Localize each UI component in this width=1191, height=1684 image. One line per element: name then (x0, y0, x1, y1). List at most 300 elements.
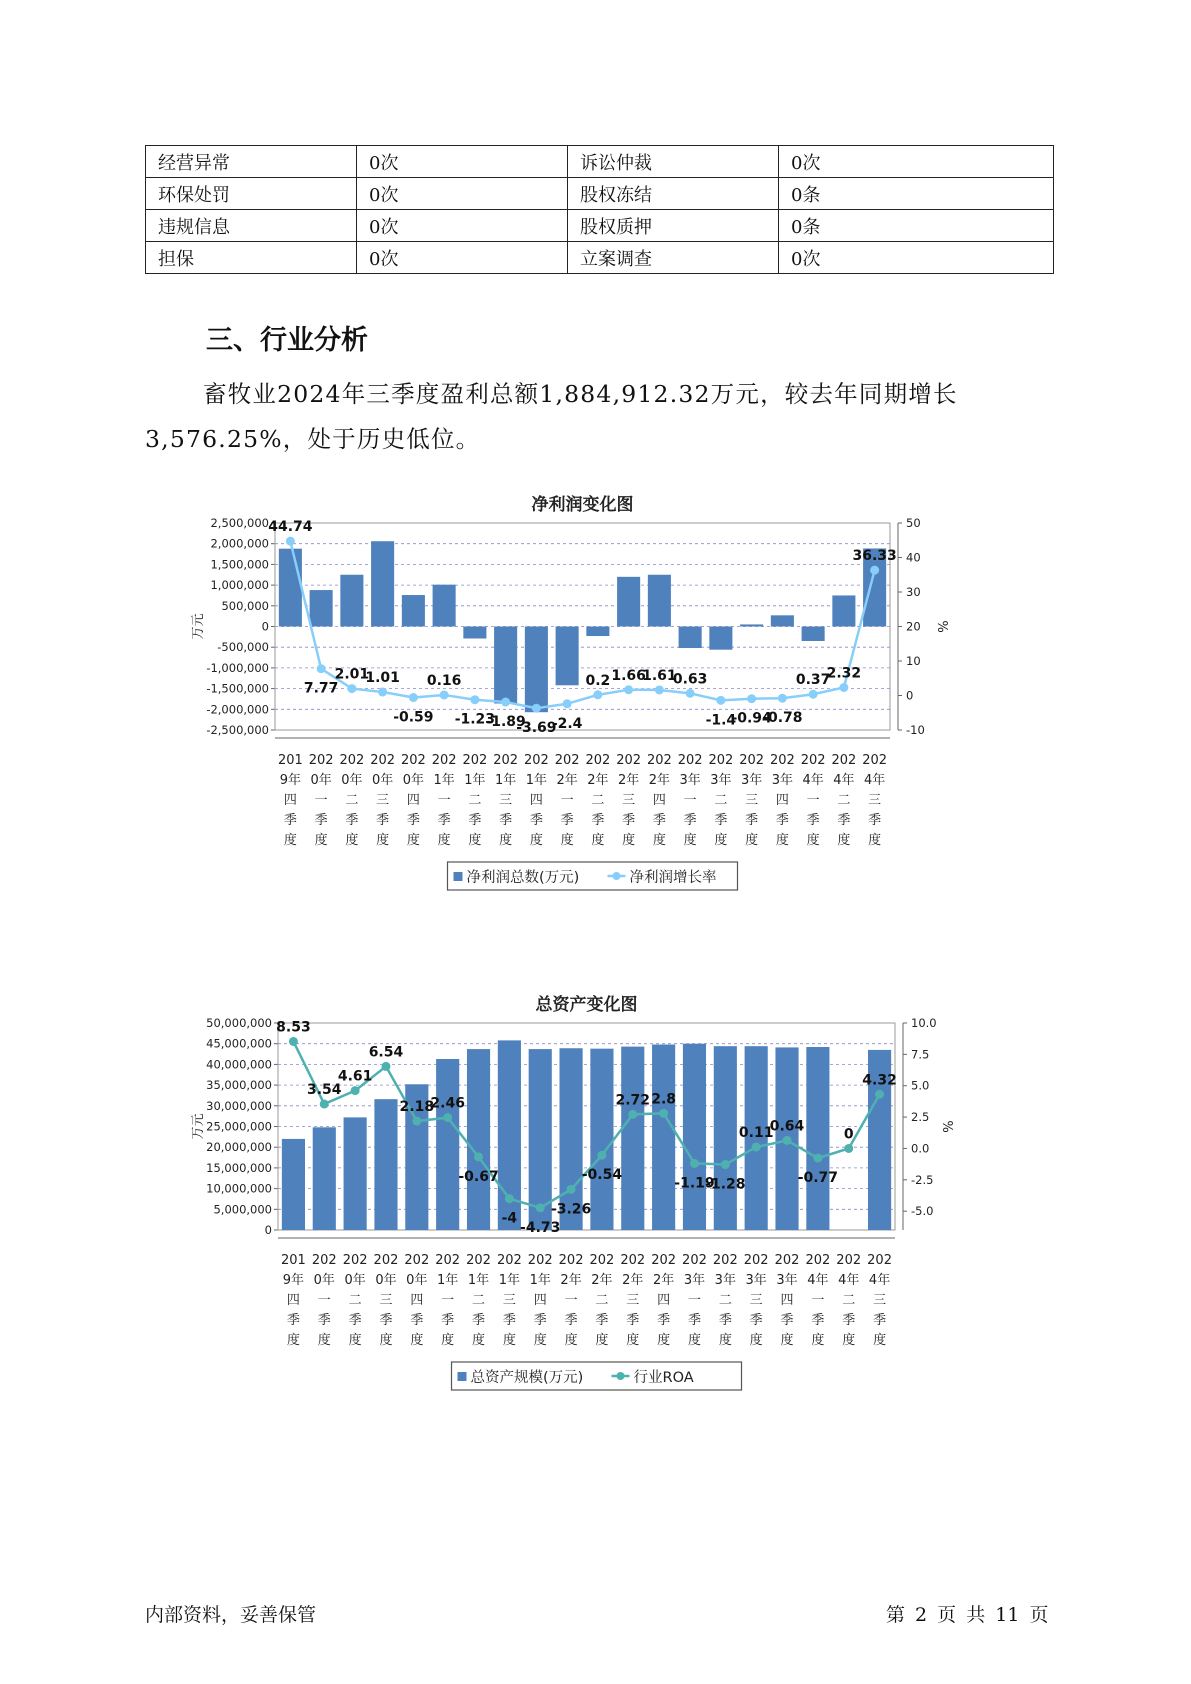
data-label: 0.2 (585, 672, 611, 689)
data-label: 8.53 (276, 1019, 311, 1036)
y-tick-label: -500,000 (217, 640, 269, 655)
x-tick-label: 202 (800, 753, 826, 768)
y-tick-label: 25,000,000 (206, 1119, 272, 1134)
x-tick-label: 9年 (282, 1273, 305, 1288)
x-tick-label: 2年 (560, 1273, 582, 1288)
x-tick-label: 一 (687, 1293, 701, 1308)
chart-point (474, 1152, 483, 1161)
section-title: 三、行业分析 (206, 325, 368, 356)
y-tick-label: 10,000,000 (206, 1181, 272, 1196)
x-tick-label: 度 (348, 1333, 362, 1348)
chart-point (839, 683, 848, 692)
x-tick-label: 4年 (802, 773, 824, 788)
y-tick-label: 15,000,000 (206, 1160, 272, 1175)
table-row (146, 210, 1054, 242)
x-tick-label: 季 (410, 1313, 424, 1328)
x-tick-label: 度 (286, 1333, 300, 1348)
chart-bar (344, 1117, 367, 1230)
x-tick-label: 季 (842, 1313, 856, 1328)
chart-bar (310, 590, 333, 626)
y2-tick-label: 0.0 (911, 1141, 930, 1156)
x-tick-label: 202 (867, 1253, 892, 1268)
x-tick-label: 二 (468, 793, 482, 808)
x-tick-label: 季 (379, 1313, 393, 1328)
x-tick-label: 202 (620, 1253, 646, 1268)
x-tick-label: 0年 (371, 773, 394, 788)
chart-point (505, 1194, 514, 1203)
x-tick-label: 度 (502, 1333, 516, 1348)
total-assets-chart (180, 990, 980, 1445)
y2-tick-label: -2.5 (911, 1172, 934, 1187)
chart-bar (433, 585, 456, 627)
data-label: -0.54 (581, 1167, 623, 1184)
x-tick-label: 二 (718, 1293, 732, 1308)
x-tick-label: 季 (683, 813, 697, 828)
chart-bar (679, 627, 702, 649)
x-tick-label: 1年 (433, 773, 455, 788)
x-tick-label: 季 (714, 813, 728, 828)
x-tick-label: 度 (745, 833, 759, 848)
x-tick-label: 度 (718, 1333, 732, 1348)
x-tick-label: 度 (437, 833, 451, 848)
x-tick-label: 度 (842, 1333, 856, 1348)
x-tick-label: 202 (585, 753, 611, 768)
y-tick-label: -2,000,000 (206, 702, 269, 717)
table-cell-value: 0条 (779, 178, 1054, 210)
chart-bar (832, 595, 855, 626)
y2-tick-label: 20 (906, 619, 921, 634)
data-label: 2.32 (826, 665, 862, 682)
x-tick-label: 季 (622, 813, 636, 828)
x-tick-label: 度 (441, 1333, 455, 1348)
x-tick-label: 202 (466, 1253, 491, 1268)
x-tick-label: 2年 (652, 1273, 675, 1288)
x-tick-label: 三 (499, 793, 513, 808)
table-row (146, 242, 1054, 274)
x-tick-label: 季 (560, 813, 574, 828)
y2-tick-label: -10 (906, 723, 925, 737)
data-label: 3.54 (307, 1082, 342, 1099)
legend-point-swatch (617, 1372, 625, 1380)
x-tick-label: 二 (595, 1293, 609, 1308)
chart-point (381, 1062, 390, 1071)
x-tick-label: 度 (622, 833, 636, 848)
y-tick-label: -1,000,000 (206, 660, 269, 675)
chart-point (501, 698, 510, 707)
x-tick-label: 202 (774, 1253, 800, 1268)
x-tick-label: 三 (379, 1293, 393, 1308)
table-cell-value: 0条 (779, 210, 1054, 242)
x-tick-label: 度 (775, 833, 789, 848)
x-tick-label: 度 (652, 833, 666, 848)
chart-bar (374, 1099, 397, 1230)
chart-bar (494, 627, 517, 704)
x-tick-label: 度 (657, 1333, 671, 1348)
x-tick-label: 度 (806, 833, 820, 848)
table-cell-label: 环保处罚 (146, 178, 357, 210)
net-profit-chart (180, 490, 980, 945)
table-cell-label: 经营异常 (146, 146, 357, 178)
x-tick-label: 季 (441, 1313, 455, 1328)
table-row (146, 178, 1054, 210)
x-tick-label: 一 (683, 793, 697, 808)
x-tick-label: 季 (406, 813, 420, 828)
x-tick-label: 3年 (714, 1273, 736, 1288)
y2-tick-label: 30 (906, 585, 921, 599)
x-tick-label: 度 (873, 1333, 887, 1348)
x-tick-label: 202 (308, 753, 334, 768)
x-tick-label: 度 (529, 833, 543, 848)
x-tick-label: 4年 (833, 773, 855, 788)
chart-title: 总资产变化图 (535, 995, 638, 1015)
chart-bar (802, 627, 825, 641)
x-tick-label: 201 (281, 1253, 306, 1268)
chart-point (752, 1143, 761, 1152)
footer-page-number: 第 2 页 共 11 页 (886, 1604, 1049, 1626)
x-tick-label: 202 (646, 753, 672, 768)
x-tick-label: 季 (283, 813, 297, 828)
chart-bar (590, 1049, 613, 1230)
x-tick-label: 202 (712, 1253, 738, 1268)
data-label: 1.01 (365, 670, 400, 687)
x-tick-label: 度 (499, 833, 513, 848)
x-tick-label: 3年 (679, 773, 701, 788)
data-label: 6.54 (368, 1044, 404, 1061)
x-tick-label: 季 (314, 813, 328, 828)
x-tick-label: 0年 (310, 773, 332, 788)
x-tick-label: 202 (404, 1253, 430, 1268)
chart-bar (648, 575, 671, 627)
x-tick-label: 1年 (529, 1273, 551, 1288)
x-tick-label: 202 (493, 753, 519, 768)
x-tick-label: 四 (652, 793, 666, 808)
x-tick-label: 度 (406, 833, 420, 848)
chart-point (593, 690, 602, 699)
y-tick-label: 1,000,000 (210, 578, 269, 593)
data-label: 0.63 (672, 671, 708, 688)
x-tick-label: 0年 (402, 773, 425, 788)
y-tick-label: -1,500,000 (206, 681, 269, 696)
y-tick-label: 40,000,000 (206, 1057, 272, 1072)
chart-point (378, 688, 387, 697)
data-label: 0.11 (738, 1125, 774, 1142)
x-tick-label: 202 (769, 753, 795, 768)
chart-bar (586, 627, 609, 637)
x-tick-label: 季 (780, 1313, 794, 1328)
chart-point (317, 664, 326, 673)
x-tick-label: 季 (376, 813, 390, 828)
x-tick-label: 度 (564, 1333, 578, 1348)
data-label: -4 (501, 1210, 518, 1227)
data-label: -1.23 (454, 711, 496, 728)
x-tick-label: 1年 (437, 1273, 459, 1288)
data-label: 1.66 (611, 667, 646, 684)
data-label: 36.33 (852, 548, 897, 565)
x-tick-label: 季 (868, 813, 882, 828)
chart-title: 净利润变化图 (531, 495, 634, 515)
y2-tick-label: -5.0 (911, 1204, 934, 1219)
x-tick-label: 一 (806, 793, 820, 808)
x-tick-label: 季 (499, 813, 513, 828)
table-cell-value: 0次 (357, 178, 568, 210)
x-tick-label: 二 (714, 793, 728, 808)
chart-bar (279, 549, 302, 627)
x-tick-label: 1年 (494, 773, 517, 788)
x-tick-label: 202 (462, 753, 488, 768)
x-tick-label: 季 (657, 1313, 671, 1328)
table-cell-value: 0次 (357, 242, 568, 274)
x-tick-label: 4年 (863, 773, 886, 788)
x-tick-label: 2年 (591, 1273, 613, 1288)
y-tick-label: -2,500,000 (206, 723, 269, 737)
risk-summary-table (145, 145, 1054, 274)
x-tick-label: 度 (749, 1333, 763, 1348)
x-tick-label: 一 (437, 793, 451, 808)
x-tick-label: 季 (591, 813, 605, 828)
x-tick-label: 二 (348, 1293, 362, 1308)
chart-bar (652, 1045, 675, 1230)
x-tick-label: 季 (564, 1313, 578, 1328)
data-label: -0.59 (393, 709, 434, 726)
x-tick-label: 季 (437, 813, 451, 828)
chart-bar (282, 1139, 305, 1230)
x-tick-label: 三 (622, 793, 636, 808)
x-tick-label: 四 (283, 793, 297, 808)
x-tick-label: 季 (873, 1313, 887, 1328)
footer-confidential: 内部资料，妥善保管 (145, 1604, 317, 1626)
x-tick-label: 202 (682, 1253, 707, 1268)
x-tick-label: 一 (317, 1293, 331, 1308)
y-tick-label: 0 (261, 619, 269, 634)
x-tick-label: 4年 (868, 1273, 891, 1288)
x-tick-label: 三 (502, 1293, 516, 1308)
x-tick-label: 季 (472, 1313, 486, 1328)
x-tick-label: 四 (775, 793, 789, 808)
data-label: 0.16 (426, 672, 462, 689)
x-tick-label: 度 (345, 833, 359, 848)
data-label: -0.67 (458, 1168, 499, 1185)
chart-point (844, 1144, 853, 1153)
data-label: 0 (843, 1126, 854, 1143)
x-tick-label: 四 (657, 1293, 671, 1308)
chart-bar (617, 577, 640, 627)
x-tick-label: 度 (837, 833, 851, 848)
data-label: -0.94 (731, 710, 772, 727)
chart-point (536, 1203, 545, 1212)
x-tick-label: 3年 (776, 1273, 798, 1288)
chart-point (747, 694, 756, 703)
x-tick-label: 202 (616, 753, 642, 768)
x-tick-label: 四 (406, 793, 420, 808)
y2-tick-label: 7.5 (911, 1047, 930, 1062)
x-tick-label: 202 (836, 1253, 862, 1268)
x-tick-label: 度 (314, 833, 328, 848)
x-tick-label: 202 (370, 753, 396, 768)
x-tick-label: 二 (837, 793, 851, 808)
x-tick-label: 1年 (525, 773, 548, 788)
x-tick-label: 度 (317, 1333, 331, 1348)
data-label: 4.32 (862, 1072, 897, 1089)
data-label: 7.77 (303, 680, 339, 697)
data-label: 1.61 (642, 667, 677, 684)
y2-tick-label: 10 (906, 654, 921, 668)
table-cell-value: 0次 (357, 210, 568, 242)
x-tick-label: 一 (441, 1293, 455, 1308)
x-tick-label: 一 (564, 1293, 578, 1308)
data-label: 2.01 (334, 666, 370, 683)
chart-bar (467, 1049, 490, 1230)
x-tick-label: 季 (502, 1313, 516, 1328)
x-tick-label: 三 (745, 793, 759, 808)
legend-entry: 净利润总数(万元) (466, 870, 580, 886)
x-tick-label: 202 (743, 1253, 769, 1268)
x-tick-label: 2年 (556, 773, 578, 788)
x-tick-label: 三 (626, 1293, 640, 1308)
x-tick-label: 度 (811, 1333, 825, 1348)
chart-point (778, 694, 787, 703)
table-cell-value: 0次 (779, 146, 1054, 178)
x-tick-label: 202 (523, 753, 549, 768)
x-tick-label: 202 (862, 753, 888, 768)
legend-entry: 行业ROA (633, 1370, 694, 1386)
x-tick-label: 202 (805, 1253, 831, 1268)
chart-point (563, 699, 572, 708)
chart-bar (402, 595, 425, 626)
table-cell-label: 违规信息 (146, 210, 357, 242)
chart-point (624, 685, 633, 694)
chart-point (721, 1160, 730, 1169)
x-tick-label: 季 (626, 1313, 640, 1328)
data-label: -1.28 (705, 1176, 746, 1193)
chart-point (443, 1113, 452, 1122)
x-tick-label: 季 (317, 1313, 331, 1328)
x-tick-label: 四 (286, 1293, 300, 1308)
data-label: 44.74 (268, 519, 313, 536)
x-tick-label: 0年 (375, 1273, 397, 1288)
x-tick-label: 度 (683, 833, 697, 848)
data-label: -1.4 (705, 712, 737, 729)
table-row (146, 146, 1054, 178)
x-tick-label: 四 (410, 1293, 424, 1308)
x-tick-label: 202 (558, 1253, 584, 1268)
y-tick-label: 30,000,000 (206, 1098, 272, 1113)
x-tick-label: 四 (529, 793, 543, 808)
chart-point (813, 1154, 822, 1163)
y2-tick-label: 40 (906, 550, 921, 565)
y-tick-label: 50,000,000 (206, 1016, 272, 1030)
chart-point (809, 690, 818, 699)
x-tick-label: 2年 (622, 1273, 644, 1288)
chart-bar (371, 541, 394, 626)
x-tick-label: 1年 (467, 1273, 490, 1288)
x-tick-label: 季 (745, 813, 759, 828)
chart-point (351, 1086, 360, 1095)
x-tick-label: 202 (708, 753, 734, 768)
x-tick-label: 201 (277, 753, 303, 768)
x-tick-label: 3年 (771, 773, 794, 788)
x-tick-label: 度 (472, 1333, 486, 1348)
x-tick-label: 202 (739, 753, 765, 768)
x-tick-label: 三 (749, 1293, 763, 1308)
x-tick-label: 四 (780, 1293, 794, 1308)
legend-entry: 净利润增长率 (629, 870, 717, 886)
y2-tick-label: 10.0 (911, 1016, 937, 1030)
chart-point (347, 684, 356, 693)
data-label: -3.69 (516, 720, 557, 737)
y-tick-label: 35,000,000 (206, 1078, 272, 1093)
x-tick-label: 一 (560, 793, 574, 808)
data-label: -4.73 (520, 1219, 561, 1236)
y-tick-label: 45,000,000 (206, 1036, 272, 1051)
chart-point (690, 1159, 699, 1168)
x-tick-label: 202 (373, 1253, 399, 1268)
x-tick-label: 季 (345, 813, 359, 828)
x-tick-label: 二 (842, 1293, 856, 1308)
data-label: 2.8 (651, 1091, 677, 1108)
chart-point (655, 685, 664, 694)
x-tick-label: 二 (345, 793, 359, 808)
x-tick-label: 2年 (617, 773, 640, 788)
x-tick-label: 二 (472, 1293, 486, 1308)
x-tick-label: 一 (314, 793, 328, 808)
x-tick-label: 202 (651, 1253, 677, 1268)
x-tick-label: 季 (811, 1313, 825, 1328)
data-label: -2.4 (551, 715, 583, 732)
data-label: -1.19 (674, 1175, 715, 1192)
y-tick-label: 20,000,000 (206, 1140, 272, 1155)
x-tick-label: 三 (376, 793, 390, 808)
chart-point (716, 696, 725, 705)
x-tick-label: 0年 (341, 773, 363, 788)
table-cell-label: 诉讼仲裁 (568, 146, 779, 178)
y-tick-label: 2,500,000 (210, 516, 269, 530)
x-tick-label: 9年 (279, 773, 302, 788)
x-tick-label: 季 (837, 813, 851, 828)
x-tick-label: 四 (533, 1293, 547, 1308)
chart-bar (806, 1047, 829, 1230)
table-cell-value: 0次 (357, 146, 568, 178)
y2-axis-label: % (937, 620, 952, 633)
x-tick-label: 1年 (498, 1273, 521, 1288)
x-tick-label: 202 (589, 1253, 615, 1268)
chart-point (409, 693, 418, 702)
chart-bar (340, 575, 363, 627)
chart-bar (525, 627, 548, 713)
x-tick-label: 季 (775, 813, 789, 828)
data-label: -0.77 (797, 1170, 839, 1187)
x-tick-label: 3年 (710, 773, 732, 788)
legend-point-swatch (613, 872, 621, 880)
x-tick-label: 度 (626, 1333, 640, 1348)
x-tick-label: 202 (831, 753, 857, 768)
x-tick-label: 季 (687, 1313, 701, 1328)
x-tick-label: 202 (496, 1253, 522, 1268)
x-tick-label: 202 (339, 753, 365, 768)
table-cell-label: 立案调查 (568, 242, 779, 274)
x-tick-label: 度 (687, 1333, 701, 1348)
legend-entry: 总资产规模(万元) (470, 1370, 584, 1386)
chart-bar (556, 627, 579, 686)
x-tick-label: 度 (468, 833, 482, 848)
data-label: -3.26 (550, 1201, 592, 1218)
analysis-paragraph: 畜牧业2024年三季度盈利总额1,884,912.32万元，较去年同期增长3,576.25%，处于历史低位。 (145, 380, 958, 453)
x-tick-label: 0年 (406, 1273, 428, 1288)
legend-bar-swatch (454, 872, 463, 881)
x-tick-label: 季 (718, 1313, 732, 1328)
x-tick-label: 2年 (587, 773, 609, 788)
data-label: 2.46 (430, 1095, 465, 1112)
x-tick-label: 季 (749, 1313, 763, 1328)
